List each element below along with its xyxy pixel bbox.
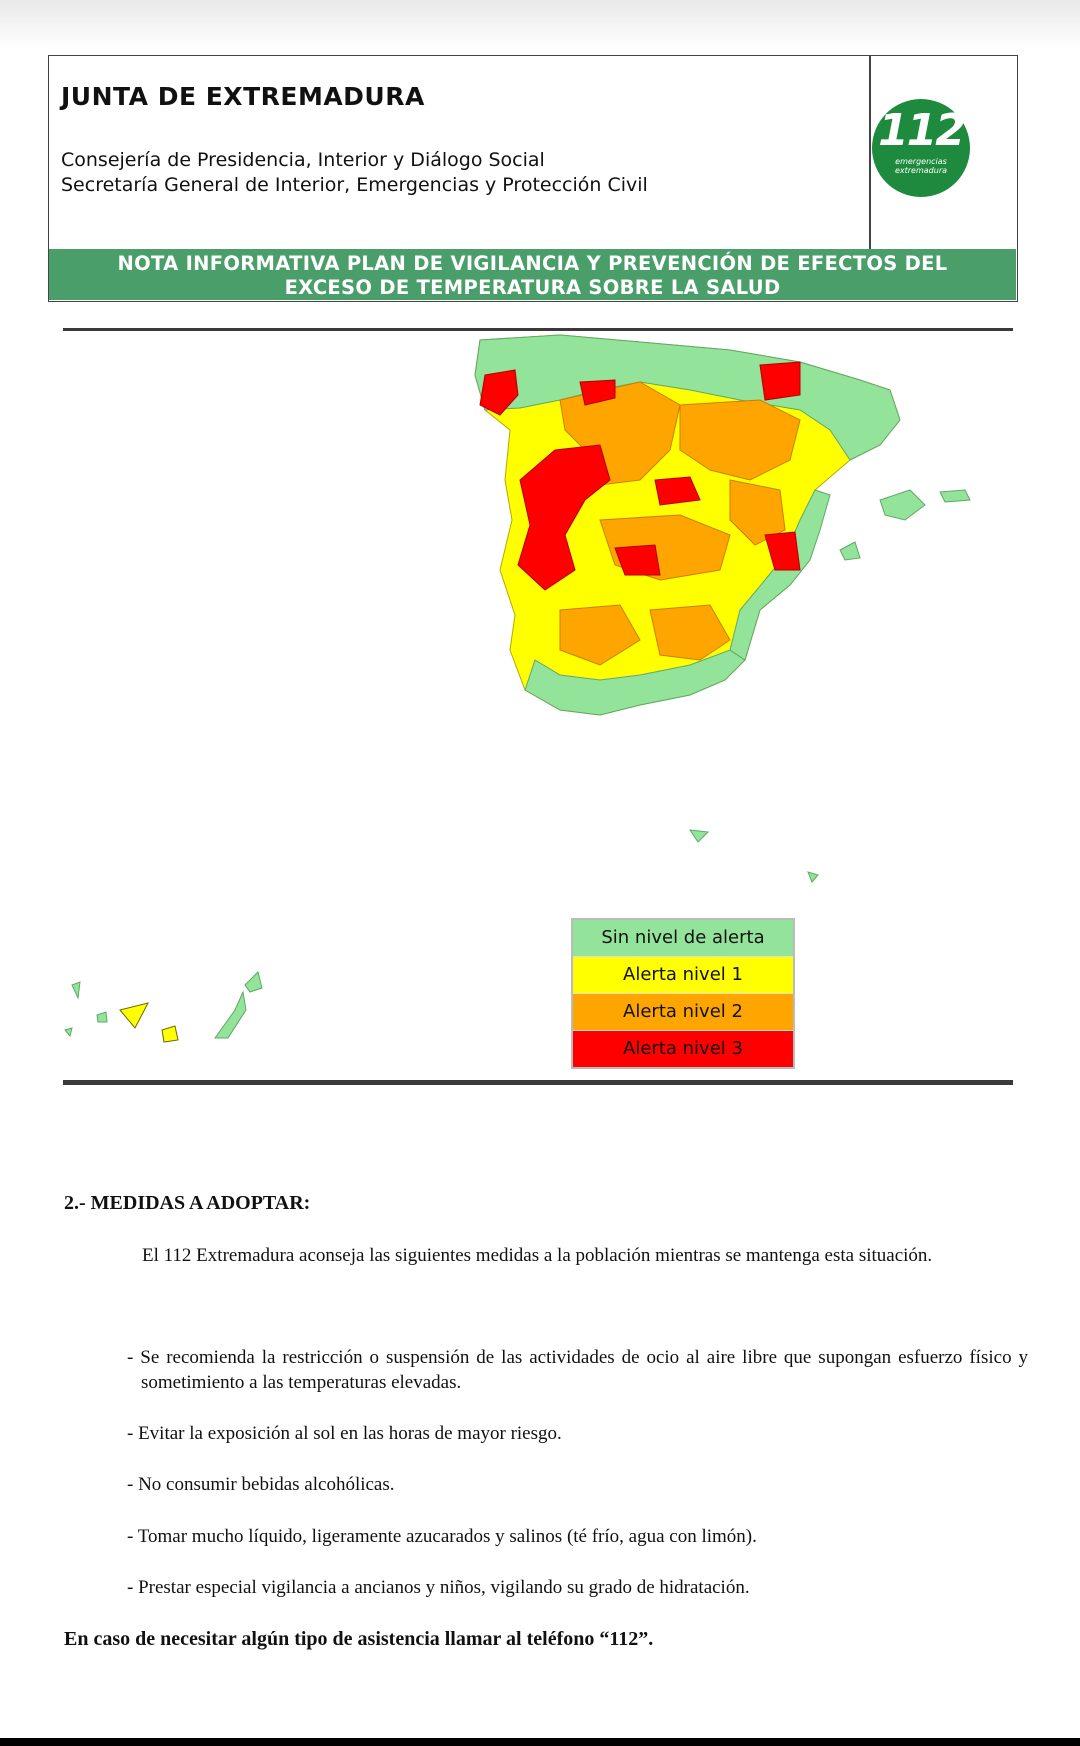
canary-lanzarote [245,972,262,992]
measure-item: - No consumir bebidas alcohólicas. [127,1474,395,1495]
title-banner [49,249,1016,300]
header-divider [869,56,871,249]
sub-department: Secretaría General de Interior, Emergencias y Protección Civil [61,174,648,196]
legend-no-alert: Sin nivel de alerta [573,920,793,957]
bottom-rule [63,1080,1013,1085]
department: Consejería de Presidencia, Interior y Diálogo Social [61,149,545,171]
top-shade [0,0,1080,50]
legend-level-3: Alerta nivel 3 [573,1031,793,1067]
measures-intro: El 112 Extremadura aconseja las siguientes medidas a la población mientras se mantenga esta situación. [142,1245,933,1266]
logo-line-2: extremadura [894,166,948,175]
legend-level-1: Alerta nivel 1 [573,957,793,994]
emergencias-112-logo [872,99,970,197]
balearic-mallorca [880,490,925,520]
measure-item: - Prestar especial vigilancia a ancianos y niños, vigilando su grado de hidratación. [127,1577,750,1598]
logo-number: 112 [878,105,964,156]
canary-gomera [97,1012,107,1022]
canary-fuerteventura [215,992,246,1038]
measure-item: - Evitar la exposición al sol en las horas de mayor riesgo. [127,1423,562,1444]
balearic-menorca [940,490,970,502]
legend-level-2: Alerta nivel 2 [573,994,793,1031]
map-legend [571,918,795,1069]
section-title: 2.- MEDIDAS A ADOPTAR: [64,1192,311,1214]
logo-line-1: emergencias [895,157,947,166]
balearic-ibiza [840,542,860,560]
canary-gran-canaria [162,1026,178,1042]
spain-alert-map [40,320,1040,1060]
canary-la-palma [72,982,80,998]
ceuta [690,830,708,842]
canary-tenerife [120,1003,148,1028]
banner-line-2: EXCESO DE TEMPERATURA SOBRE LA SALUD [284,276,781,299]
melilla [808,872,818,882]
org-name: JUNTA DE EXTREMADURA [61,82,425,111]
bottom-bar [0,1738,1080,1746]
canary-hierro [65,1028,72,1036]
closing-note: En caso de necesitar algún tipo de asistencia llamar al teléfono “112”. [64,1628,654,1650]
measure-item: - Se recomienda la restricción o suspensión de las actividades de ocio al aire libre que supongan esfuerzo físico y sometimiento a las temperaturas elevadas. [127,1347,1028,1393]
region-red-2 [760,362,800,400]
measure-item: - Tomar mucho líquido, ligeramente azucarados y salinos (té frío, agua con limón). [127,1526,757,1547]
document-header [48,55,1018,302]
banner-line-1: NOTA INFORMATIVA PLAN DE VIGILANCIA Y PREVENCIÓN DE EFECTOS DEL [117,252,948,275]
